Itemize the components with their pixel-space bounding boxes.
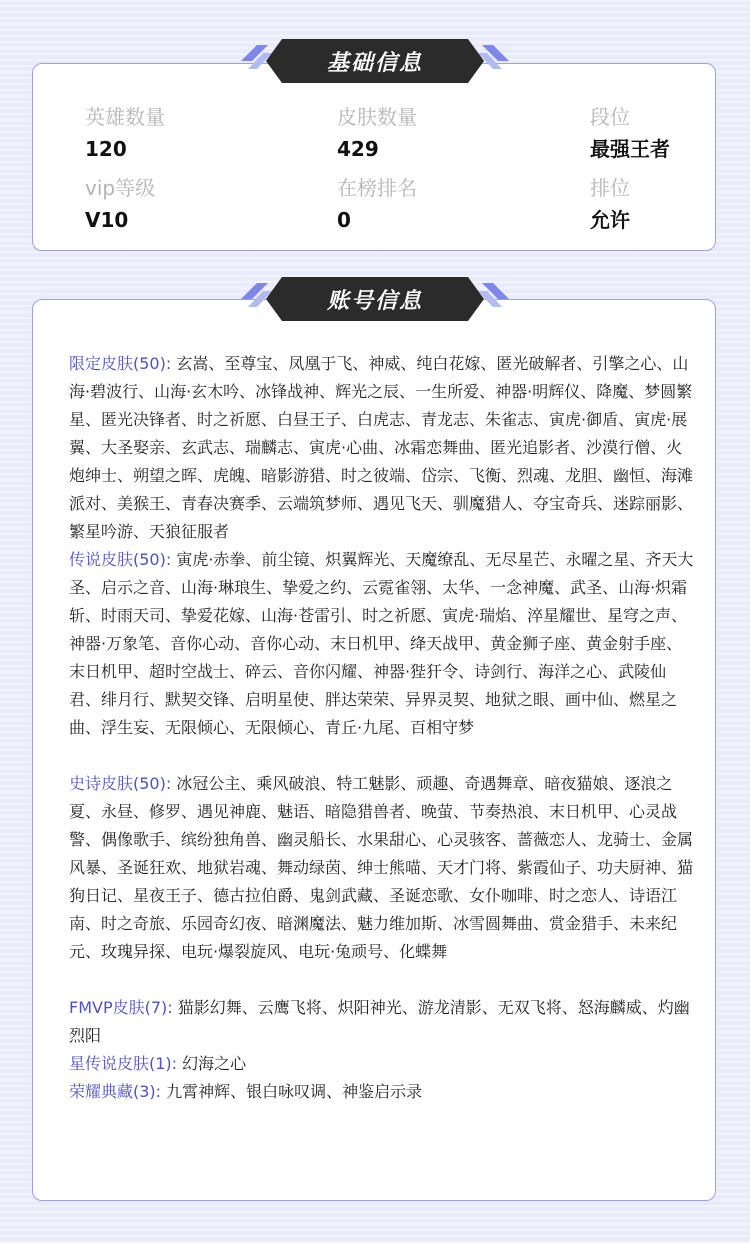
leaderboard-cell (337, 175, 417, 233)
basic-info-header (0, 37, 750, 87)
hero-count-value: 120 (85, 137, 127, 161)
legend-skins-list: 寅虎·赤拳、前尘镜、炽翼辉光、天魔缭乱、无尽星芒、永曜之星、齐天大圣、启示之音、山海·琳琅生、挚爱之约、云霓雀翎、太华、一念神魔、武圣、山海·炽霜斩、时雨天司、挚爱花嫁、山海·苍雷引、时之祈愿、寅虎·瑞焰、淬星耀世、星穹之声、神器·万象笔、音你心动、音你心动、末日机甲、绛天战甲、黄金狮子座、黄金射手座、末日机甲、超时空战士、碎云、音你闪耀、神器·狴犴令、诗剑行、海洋之心、武陵仙君、绯月行、默契交锋、启明星使、胖达荣荣、异界灵契、地狱之眼、画中仙、燃星之曲、浮生妄、无限倾心、无限倾心、青丘·九尾、百相守梦 (69, 550, 694, 737)
hero-count-cell (85, 104, 165, 162)
limited-skins (69, 350, 695, 546)
legend-skins-label: 传说皮肤(50): (69, 550, 172, 569)
account-info-title: 账号信息 (326, 289, 423, 314)
basic-info-card (32, 63, 716, 251)
vip-label: vip等级 (85, 176, 156, 200)
ranked-label: 排位 (590, 176, 630, 200)
legend-skins (69, 546, 695, 742)
star-legend-skins (69, 1050, 695, 1078)
limited-skins-list: 玄嵩、至尊宝、凤凰于飞、神威、纯白花嫁、匿光破解者、引擎之心、山海·碧波行、山海·玄木吟、冰锋战神、辉光之辰、一生所爱、神器·明辉仪、降魔、梦圆繁星、匿光决锋者、时之祈愿、白昼王子、白虎志、青龙志、朱雀志、寅虎·御盾、寅虎·展翼、大圣娶亲、玄武志、瑞麟志、寅虎·心曲、冰霜恋舞曲、匿光追影者、沙漠行僧、火炮绅士、朔望之晖、虎魄、暗影游猎、时之彼端、岱宗、飞衡、烈魂、龙胆、幽恒、海滩派对、美猴王、青春决赛季、云端筑梦师、遇见飞天、驯魔猎人、夺宝奇兵、迷踪丽影、繁星吟游、天狼征服者 (69, 354, 694, 541)
limited-skins-label: 限定皮肤(50): (69, 354, 172, 373)
leaderboard-label: 在榜排名 (337, 176, 417, 200)
epic-skins-label: 史诗皮肤(50): (69, 774, 172, 793)
account-info-card (32, 299, 716, 1201)
skin-count-cell (337, 104, 417, 162)
ranked-value: 允许 (590, 208, 630, 232)
fmvp-skins-list: 猫影幻舞、云鹰飞将、炽阳神光、游龙清影、无双飞将、怒海麟威、灼幽烈阳 (69, 998, 690, 1045)
account-info-header (0, 275, 750, 325)
leaderboard-value: 0 (337, 208, 351, 232)
fmvp-skins (69, 994, 695, 1050)
hero-count-label: 英雄数量 (85, 105, 165, 129)
spacer (69, 966, 695, 994)
basic-info-title: 基础信息 (326, 51, 423, 76)
skin-count-value: 429 (337, 137, 379, 161)
spacer (69, 742, 695, 770)
rank-label: 段位 (590, 105, 630, 129)
glory-collection-label: 荣耀典藏(3): (69, 1082, 162, 1101)
rank-cell (590, 104, 670, 162)
ranked-cell (590, 175, 630, 233)
rank-value: 最强王者 (590, 137, 670, 161)
epic-skins-list: 冰冠公主、乘风破浪、特工魅影、顽趣、奇遇舞章、暗夜猫娘、逐浪之夏、永昼、修罗、遇见神鹿、魅语、暗隐猎兽者、晚萤、节奏热浪、末日机甲、心灵战警、偶像歌手、缤纷独角兽、幽灵船长、水果甜心、心灵骇客、蔷薇恋人、龙骑士、金属风暴、圣诞狂欢、地狱岩魂、舞动绿茵、绅士熊喵、天才门将、紫霞仙子、功夫厨神、猫狗日记、星夜王子、德古拉伯爵、鬼剑武藏、圣诞恋歌、女仆咖啡、时之恋人、诗语江南、时之奇旅、乐园奇幻夜、暗渊魔法、魅力维加斯、冰雪圆舞曲、赏金猎手、未来纪元、玫瑰异探、电玩·爆裂旋风、电玩·兔顽号、化蝶舞 (69, 774, 694, 961)
vip-cell (85, 175, 155, 233)
star-legend-skins-label: 星传说皮肤(1): (69, 1054, 178, 1073)
glory-collection (69, 1078, 695, 1106)
fmvp-skins-label: FMVP皮肤(7): (69, 998, 173, 1017)
epic-skins (69, 770, 695, 966)
glory-collection-list: 九霄神辉、银白咏叹调、神鉴启示录 (166, 1082, 423, 1101)
star-legend-skins-list: 幻海之心 (182, 1054, 247, 1073)
skin-list (69, 350, 695, 1106)
vip-value: V10 (85, 208, 129, 232)
skin-count-label: 皮肤数量 (337, 105, 417, 129)
